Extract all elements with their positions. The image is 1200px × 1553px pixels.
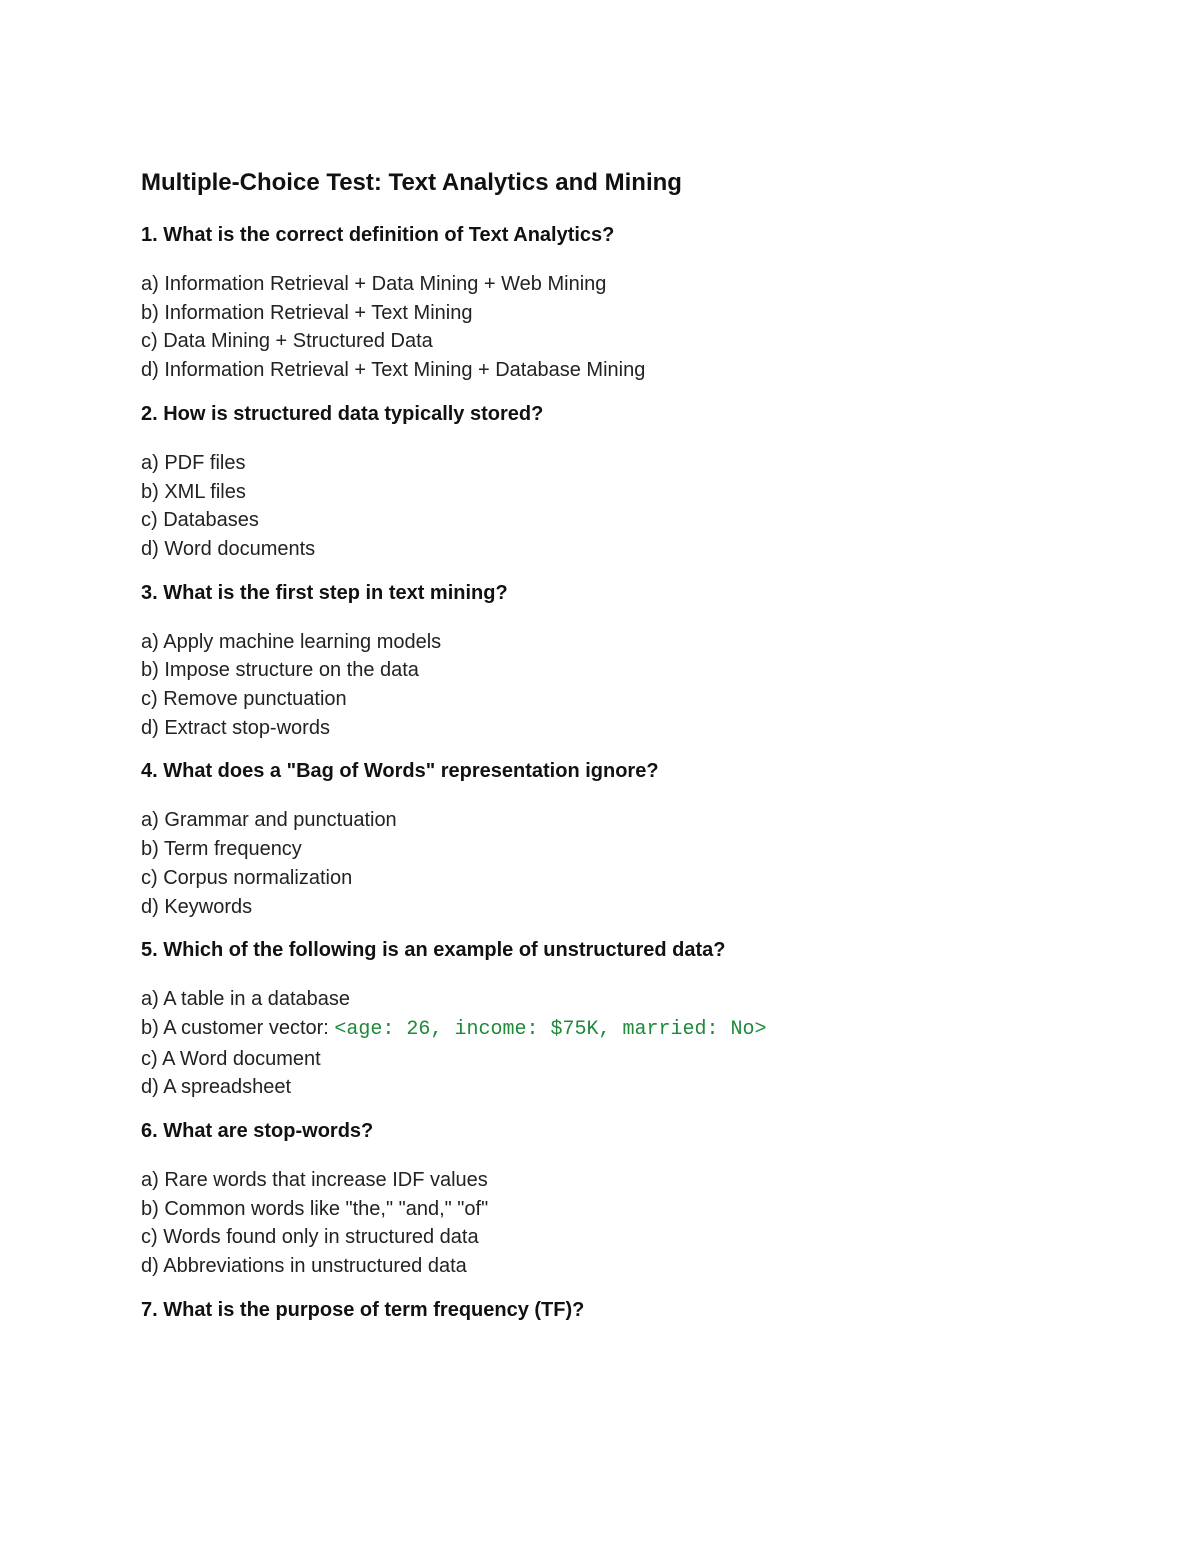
question-3 bbox=[141, 580, 1101, 743]
question-4 bbox=[141, 758, 1101, 921]
question-7 bbox=[141, 1297, 1101, 1323]
option-c: c) Words found only in structured data bbox=[141, 1226, 479, 1249]
question-2 bbox=[141, 401, 1101, 564]
question-5 bbox=[141, 937, 1101, 1102]
option-a: a) Information Retrieval + Data Mining + Web Mining bbox=[141, 273, 607, 295]
option-b: b) Impose structure on the data bbox=[141, 659, 419, 682]
question-1 bbox=[141, 222, 1101, 385]
question-text: 1. What is the correct definition of Text Analytics? bbox=[141, 224, 615, 246]
option-c: c) Databases bbox=[141, 509, 259, 532]
customer-vector-code: <age: 26, income: $75K, married: No> bbox=[334, 1017, 767, 1041]
question-text: 7. What is the purpose of term frequency (TF)? bbox=[141, 1298, 585, 1321]
option-b-label: b) A customer vector: bbox=[141, 1016, 335, 1039]
option-b: b) Information Retrieval + Text Mining bbox=[141, 301, 473, 324]
option-a: a) PDF files bbox=[141, 451, 246, 474]
options-list bbox=[141, 806, 1101, 921]
document-title: Multiple-Choice Test: Text Analytics and Mining bbox=[141, 169, 682, 196]
option-d: d) Extract stop-words bbox=[141, 716, 330, 739]
option-a: a) A table in a database bbox=[141, 988, 351, 1011]
option-b: b) Term frequency bbox=[141, 838, 302, 861]
option-d: d) Keywords bbox=[141, 895, 253, 918]
option-c: c) Remove punctuation bbox=[141, 688, 347, 711]
question-6 bbox=[141, 1118, 1101, 1281]
options-list bbox=[141, 270, 1101, 385]
option-a: a) Rare words that increase IDF values bbox=[141, 1169, 488, 1192]
question-text: 4. What does a "Bag of Words" representation ignore? bbox=[141, 760, 659, 783]
option-a: a) Grammar and punctuation bbox=[141, 809, 397, 832]
option-c: c) A Word document bbox=[141, 1047, 321, 1070]
option-d: d) Word documents bbox=[141, 537, 316, 560]
option-b: b) Common words like "the," "and," "of" bbox=[141, 1197, 489, 1220]
option-c: c) Data Mining + Structured Data bbox=[141, 330, 433, 353]
option-c: c) Corpus normalization bbox=[141, 866, 353, 889]
option-a: a) Apply machine learning models bbox=[141, 630, 442, 653]
options-list bbox=[141, 628, 1101, 743]
document-page bbox=[141, 166, 1101, 1345]
options-list bbox=[141, 449, 1101, 564]
option-d: d) A spreadsheet bbox=[141, 1076, 292, 1099]
options-list bbox=[141, 1166, 1101, 1281]
option-d: d) Information Retrieval + Text Mining + Database Mining bbox=[141, 359, 646, 382]
question-text: 5. Which of the following is an example of unstructured data? bbox=[141, 939, 726, 962]
option-b bbox=[141, 1014, 1101, 1045]
question-text: 3. What is the first step in text mining? bbox=[141, 581, 508, 604]
option-b: b) XML files bbox=[141, 480, 246, 503]
options-list bbox=[141, 985, 1101, 1102]
option-d: d) Abbreviations in unstructured data bbox=[141, 1255, 467, 1278]
question-text: 2. How is structured data typically stored? bbox=[141, 402, 544, 425]
question-text: 6. What are stop-words? bbox=[141, 1120, 374, 1143]
